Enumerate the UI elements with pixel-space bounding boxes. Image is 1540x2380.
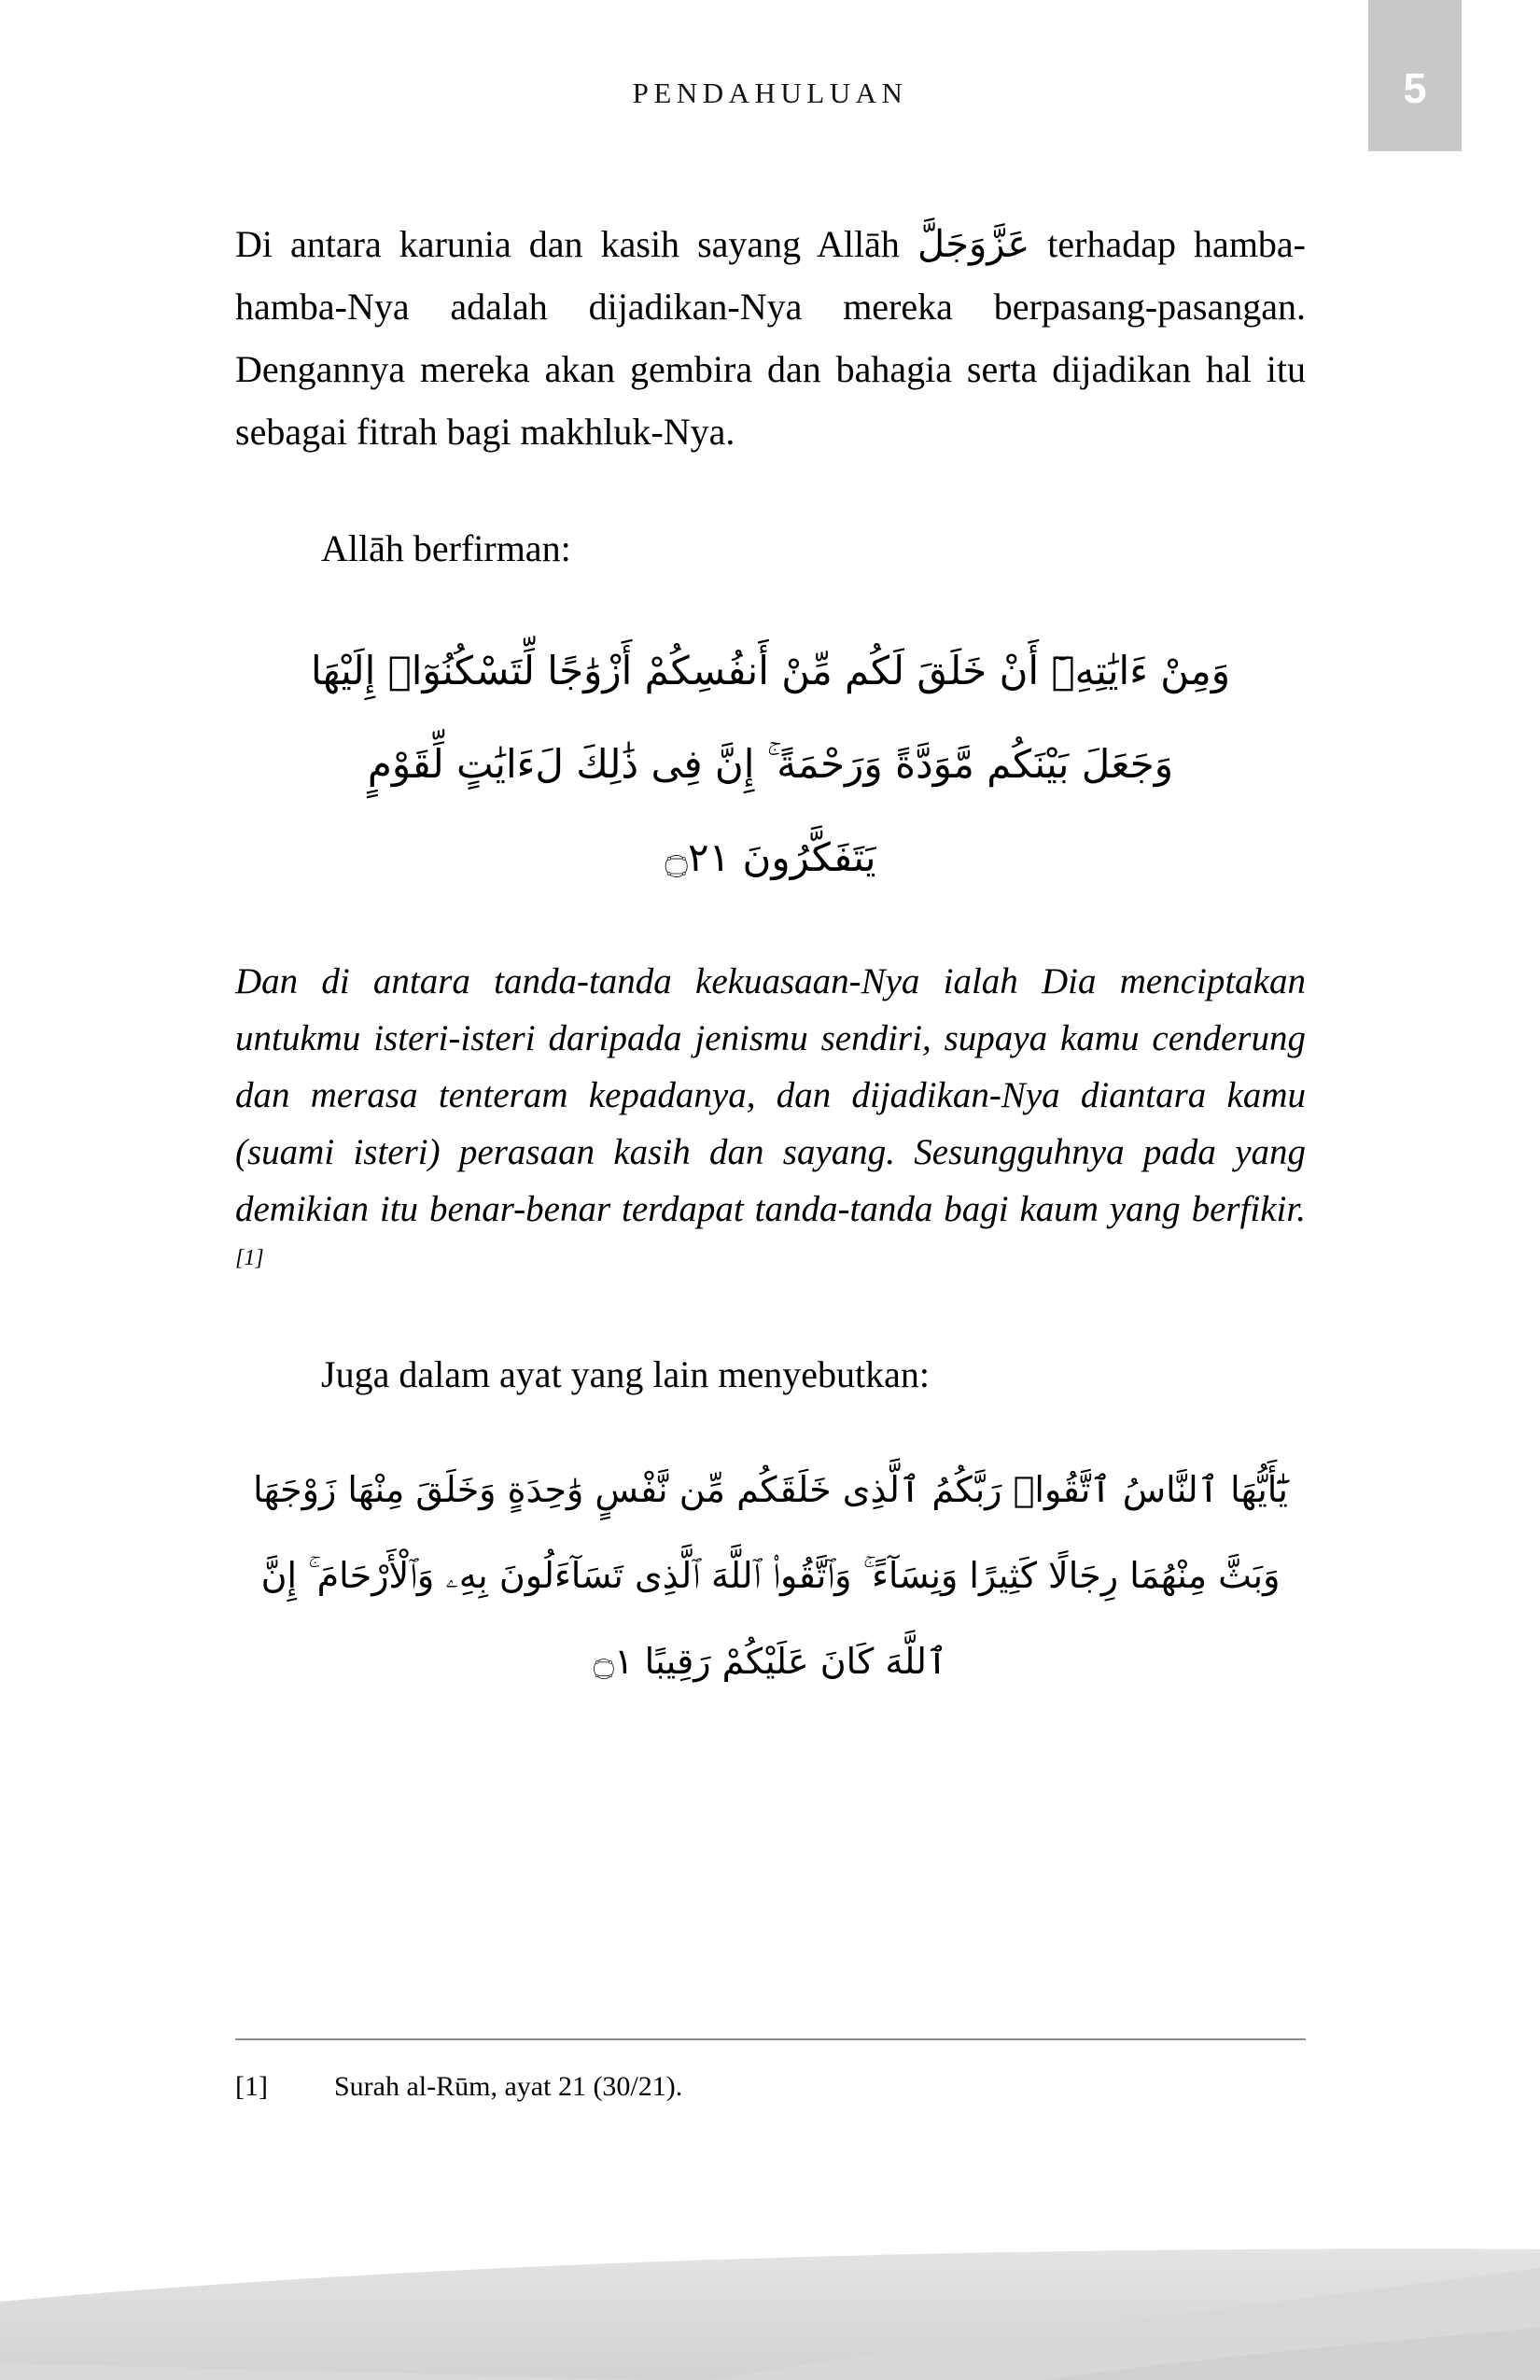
running-head: PENDAHULUAN <box>632 77 908 109</box>
quran-quote-2-line-2: وَبَثَّ مِنْهُمَا رِجَالًا كَثِيرًا وَنِسَآءً ۚ وَٱتَّقُوا۟ ٱللَّهَ ٱلَّذِى تَسَآءَلُونَ بِهِۦ وَٱلْأَرْحَامَ ۚ إِنَّ <box>260 1555 1281 1596</box>
page-stack-shadow <box>0 2231 1540 2380</box>
intro-paragraph: Di antara karunia dan kasih sayang Allāh عَزَّوَجَلَّ terhadap hamba-hamba-Nya adalah dijadikan-Nya mereka berpasang-pasangan. Dengannya mereka akan gembira dan bahagia serta dijadikan hal itu sebagai fitrah bagi makhluk-Nya. <box>235 223 1307 453</box>
page-number: 5 <box>1403 64 1427 112</box>
content-column <box>235 213 1306 1704</box>
footnote-area <box>235 2038 1306 2107</box>
footnote-separator-rule <box>235 2038 1306 2040</box>
page-curl-graphic <box>0 2231 1540 2380</box>
quran-quote-1-line-2: وَجَعَلَ بَيْنَكُم مَّوَدَّةً وَرَحْمَةً ۚ إِنَّ فِى ذَٰلِكَ لَءَايَٰتٍ لِّقَوْمٍ <box>367 741 1174 787</box>
translation-text: Dan di antara tanda-tanda kekuasaan-Nya ialah Dia menciptakan untukmu isteri-isteri daripada jenismu sendiri, supaya kamu cenderung dan merasa tenteram kepadanya, dan dijadikan-Nya diantara kamu (suami isteri) perasaan kasih dan sayang. Sesungguhnya pada yang demikian itu benar-benar terdapat tanda-tanda bagi kaum yang berfikir. <box>235 961 1306 1229</box>
footnote-item <box>235 2066 1306 2107</box>
quran-quote-2-line-1: يَٰٓأَيُّهَا ٱلنَّاسُ ٱتَّقُوا۟ رَبَّكُمُ ٱلَّذِى خَلَقَكُم مِّن نَّفْسٍ وَٰحِدَةٍ وَخَلَقَ مِنْهَا زَوْجَهَا <box>253 1469 1288 1510</box>
footnote-reference-1[interactable]: [1] <box>235 1246 264 1270</box>
footnote-marker: [1] <box>235 2071 268 2102</box>
quran-quote-2-line-3: ٱللَّهَ كَانَ عَلَيْكُمْ رَقِيبًا ۝١ <box>593 1641 948 1682</box>
lead-in-allah-berfirman: Allāh berfirman: <box>321 527 571 569</box>
quran-quote-an-nisa <box>235 1447 1306 1704</box>
quran-quote-1-line-3: يَتَفَكَّرُونَ ۝٢١ <box>665 834 876 880</box>
footnote-text: Surah al-Rūm, ayat 21 (30/21). <box>334 2071 683 2102</box>
lead-in-juga-dalam-ayat: Juga dalam ayat yang lain menyebutkan: <box>321 1353 931 1395</box>
quran-quote-ar-rum <box>235 624 1306 904</box>
page-number-block <box>1368 0 1462 151</box>
quran-quote-1-line-1: وَمِنْ ءَايَٰتِهِۦٓ أَنْ خَلَقَ لَكُم مِّنْ أَنفُسِكُمْ أَزْوَٰجًا لِّتَسْكُنُوٓا۟ إِلَيْهَا <box>310 648 1231 693</box>
translation-ar-rum <box>235 953 1306 1295</box>
